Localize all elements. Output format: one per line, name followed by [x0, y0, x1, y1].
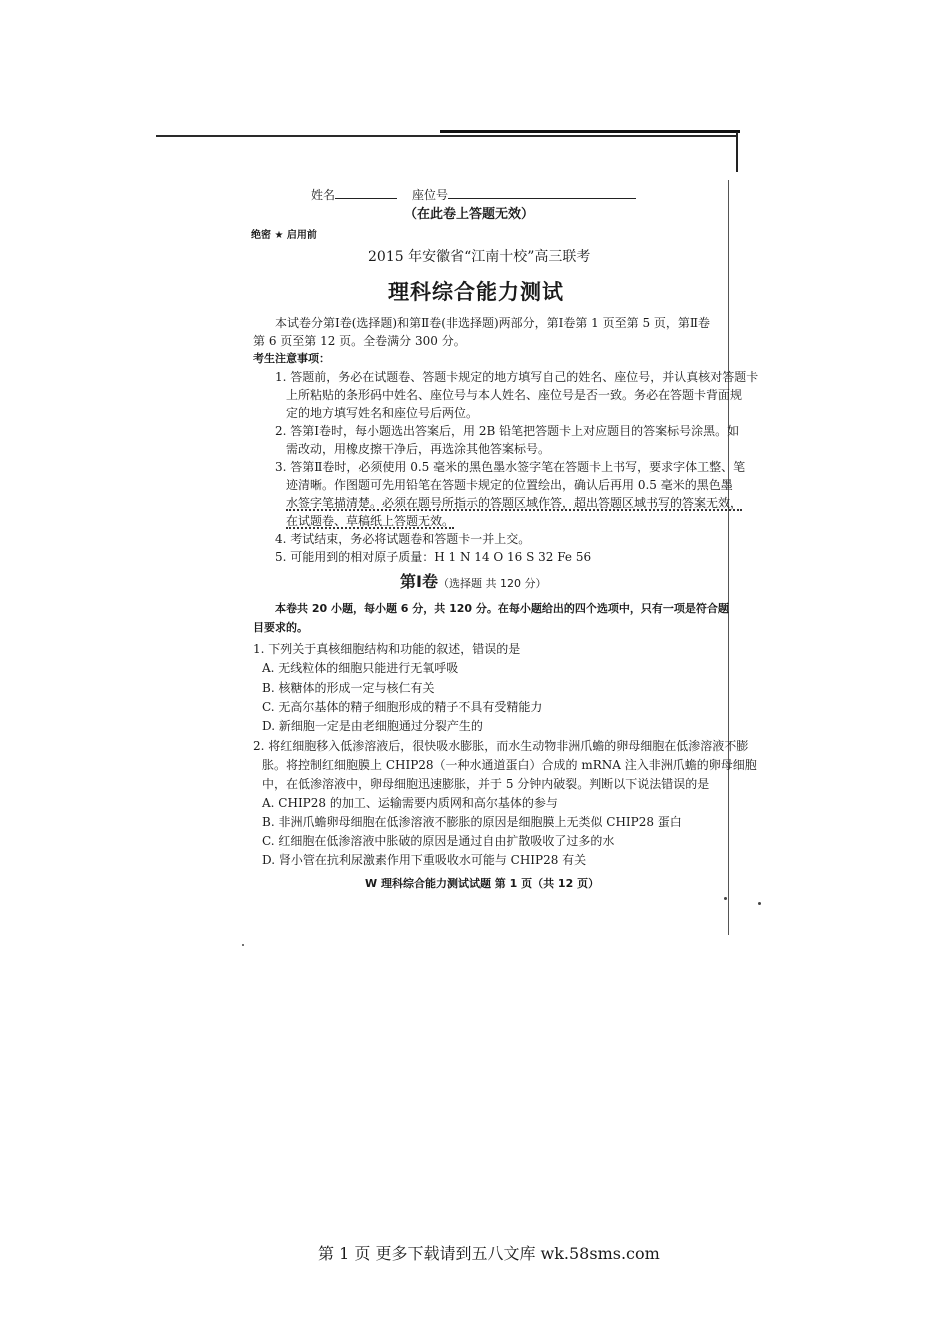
volume-instruction-2: 目要求的。 [253, 621, 308, 634]
exam-subtitle: 2015 年安徽省“江南十校”高三联考 [368, 249, 591, 265]
question-1-stem: 1. 下列关于真核细胞结构和功能的叙述，错误的是 [253, 642, 521, 656]
site-footer: 第 1 页 更多下载请到五八文库 wk.58sms.com [318, 1244, 660, 1263]
question-2-stem-1: 2. 将红细胞移入低渗溶液后，很快吸水膨胀，而水生动物非洲爪蟾的卵母细胞在低渗溶液不膨 [253, 739, 749, 753]
name-blank [335, 198, 397, 199]
notes-heading: 考生注意事项： [253, 352, 330, 365]
note-line: 2. 答第Ⅰ卷时，每小题选出答案后，用 2B 铅笔把答题卡上对应题目的答案标号涂黑。如 [275, 424, 740, 438]
question-2-option-d: D. 肾小管在抗利尿激素作用下重吸收水可能与 CHIP28 有关 [262, 853, 587, 867]
question-2-option-a: A. CHIP28 的加工、运输需要内质网和高尔基体的参与 [262, 796, 558, 810]
intro-line-2: 第 6 页至第 12 页。全卷满分 300 分。 [253, 334, 466, 348]
right-rule [728, 180, 729, 935]
secret-mark: 绝密 ★ 启用前 [251, 230, 317, 241]
question-1-option-b: B. 核糖体的形成一定与核仁有关 [262, 681, 435, 695]
note-line: 3. 答第Ⅱ卷时，必须使用 0.5 毫米的黑色墨水签字笔在答题卡上书写，要求字体工整、笔 [275, 460, 746, 474]
question-1-option-c: C. 无高尔基体的精子细胞形成的精子不具有受精能力 [262, 700, 543, 714]
volume-title [400, 574, 546, 590]
name-field [311, 189, 397, 201]
note-line: 上所粘贴的条形码中姓名、座位号与本人姓名、座位号是否一致。务必在答题卡背面规 [286, 388, 743, 402]
note-line: 在试题卷、草稿纸上答题无效。 [286, 514, 455, 528]
note-line: 需改动，用橡皮擦干净后，再选涂其他答案标号。 [286, 442, 551, 456]
scan-speck [724, 897, 727, 900]
page-footer: W 理科综合能力测试试题 第 1 页（共 12 页） [365, 877, 600, 890]
note-line: 迹清晰。作图题可先用铅笔在答题卡规定的位置绘出，确认后再用 0.5 毫米的黑色墨 [286, 478, 733, 492]
note-line: 5. 可能用到的相对原子质量：H 1 N 14 O 16 S 32 Fe 56 [275, 550, 592, 564]
note-line: 4. 考试结束，务必将试题卷和答题卡一并上交。 [275, 532, 531, 546]
invalid-note: （在此卷上答题无效） [404, 207, 535, 222]
intro-line-1: 本试卷分第Ⅰ卷(选择题)和第Ⅱ卷(非选择题)两部分，第Ⅰ卷第 1 页至第 5 页，第Ⅱ卷 [275, 316, 711, 330]
top-rule-thick [440, 130, 740, 133]
exam-title: 理科综合能力测试 [388, 280, 564, 304]
volume-title-text: 第Ⅰ卷 [400, 572, 438, 591]
note-line: 1. 答题前，务必在试题卷、答题卡规定的地方填写自己的姓名、座位号，并认真核对答题卡 [275, 370, 759, 384]
volume-instruction-1: 本卷共 20 小题，每小题 6 分，共 120 分。在每小题给出的四个选项中，只有一项是符合题 [275, 602, 729, 615]
name-label: 姓名 [311, 188, 336, 202]
scan-speck [758, 902, 761, 905]
question-2-stem-3: 中，在低渗溶液中，卵母细胞迅速膨胀，并于 5 分钟内破裂。判断以下说法错误的是 [262, 777, 710, 791]
note-line: 定的地方填写姓名和座位号后两位。 [286, 406, 479, 420]
question-2-option-c: C. 红细胞在低渗溶液中胀破的原因是通过自由扩散吸收了过多的水 [262, 834, 615, 848]
right-rule-top [736, 132, 738, 172]
question-1-option-d: D. 新细胞一定是由老细胞通过分裂产生的 [262, 719, 483, 733]
seat-blank [448, 198, 636, 199]
top-rule [156, 135, 738, 137]
seat-label: 座位号 [412, 188, 449, 202]
question-2-stem-2: 胀。将控制红细胞膜上 CHIP28（一种水通道蛋白）合成的 mRNA 注入非洲爪蟾的卵母细胞 [262, 758, 757, 772]
question-2-option-b: B. 非洲爪蟾卵母细胞在低渗溶液不膨胀的原因是细胞膜上无类似 CHIP28 蛋白 [262, 815, 682, 829]
question-1-option-a: A. 无线粒体的细胞只能进行无氧呼吸 [262, 661, 459, 675]
scan-speck [242, 944, 244, 946]
note-line: 水签字笔描清楚。必须在题号所指示的答题区域作答，超出答题区域书写的答案无效， [286, 496, 743, 510]
volume-subtitle: （选择题 共 120 分） [437, 577, 547, 590]
seat-field [412, 189, 636, 201]
